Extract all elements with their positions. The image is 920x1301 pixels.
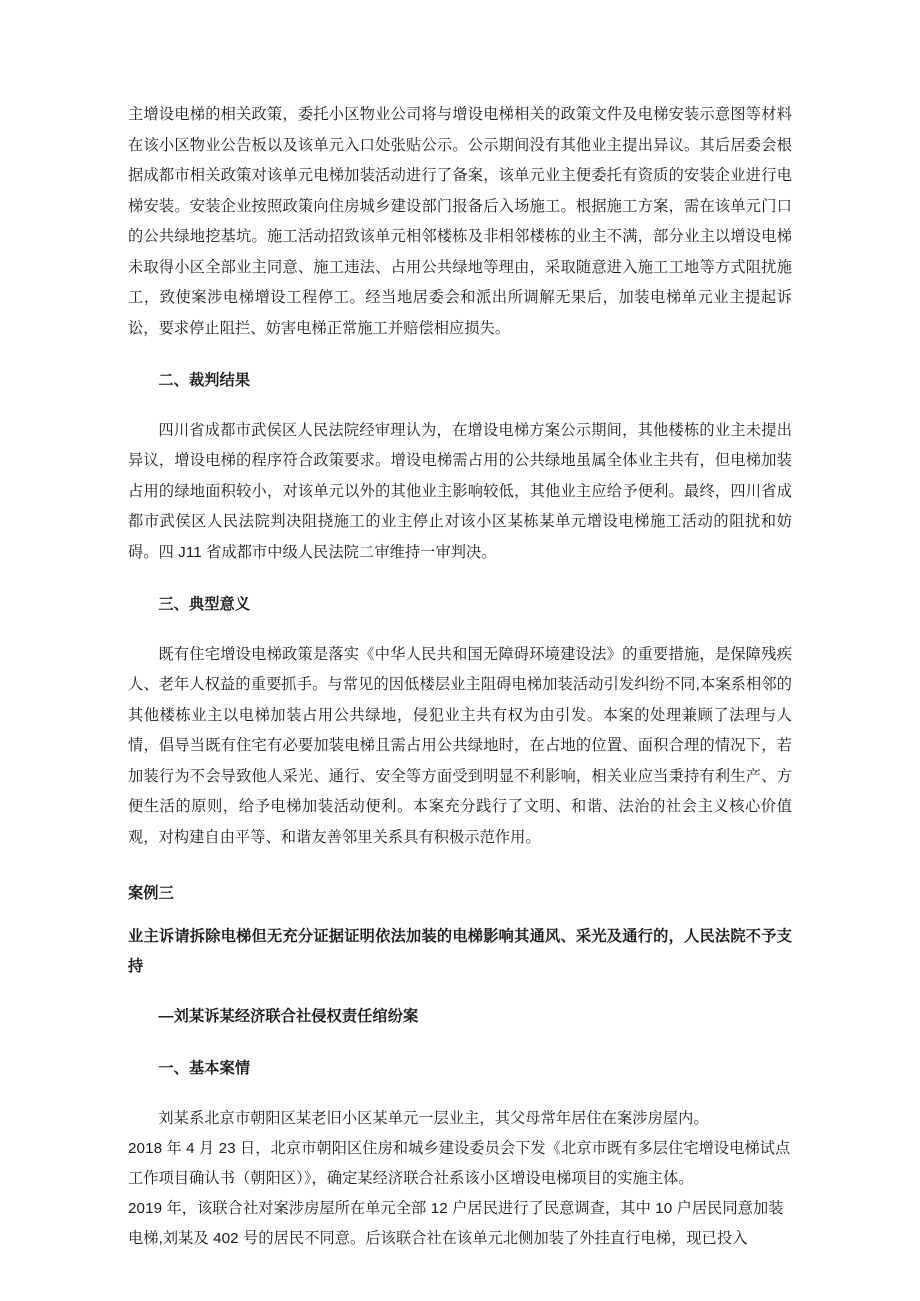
spacer xyxy=(128,621,792,640)
case3-subtitle: —刘某诉某经济联合社侵权责任绾纷案 xyxy=(158,1007,419,1025)
spacer xyxy=(128,983,792,1002)
spacer xyxy=(128,344,792,366)
spacer xyxy=(128,397,792,416)
paragraph-case2-significance: 既有住宅增设电梯政策是落实《中华人民共和国无障碍环境建设法》的重要措施，是保障残疾人、老年人权益的重要抓手。与常见的因低楼层业主阻碍电梯加装活动引发纠纷不同,本案系相邻的其他楼栋业主以电梯加装占用公共绿地，侵犯业主共有权为由引发。本案的处理兼顾了法理与人情，倡导当既有住宅有必要加装电梯且需占用公共绿地时，在占地的位置、面积合理的情况下，若加装行为不会导致他人采光、通行、安全等方面受到明显不利影响，相关业应当秉持有利生产、方便生活的原则，给予电梯加装活动便利。本案充分践行了文明、和谐、法治的社会主义核心价值观，对构建自由平等、和谐友善邻里关系具有积极示范作用。 xyxy=(128,645,792,846)
spacer xyxy=(128,1085,792,1104)
spacer xyxy=(128,853,792,879)
paragraph-case2-facts-continued: 主增设电梯的相关政策，委托小区物业公司将与增设电梯相关的政策文件及电梯安装示意图等材料在该小区物业公告板以及该单元入口处张贴公示。公示期间没有其他业主提出异议。其后居委会根据成都市相关政策对该单元电梯加装活动进行了备案，该单元业主便委托有资质的安装企业进行电梯安装。安装企业按照政策向住房城乡建设部门报备后入场施工。根据施工方案，需在该单元门口的公共绿地挖基坑。施工活动招致该单元相邻楼栋及非相邻楼栋的业主不满，部分业主以增设电梯未取得小区全部业主同意、施工违法、占用公共绿地等理由，采取随意进入施工工地等方式阻扰施工，致使案涉电梯增设工程停工。经当地居委会和派出所调解无果后，加装电梯单元业主提起诉讼，要求停止阻拦、妨害电梯正常施工并赔偿相应损失。 xyxy=(128,106,792,337)
heading-basic-facts: 一、基本案情 xyxy=(158,1060,251,1077)
spacer xyxy=(128,568,792,590)
spacer xyxy=(128,1032,792,1054)
heading-typical-significance: 三、典型意义 xyxy=(158,596,251,613)
case3-label: 案例三 xyxy=(128,885,174,902)
paragraph-case3-facts-line2: 2018 年 4 月 23 日，北京市朝阳区住房和城乡建设委员会下发《北京市既有多层住宅增设电梯试点工作项目确认书（朝阳区）》，确定某经济联合社系该小区增设电梯项目的实施主体。 xyxy=(128,1140,791,1187)
spacer xyxy=(128,910,792,922)
paragraph-case2-result: 四川省成都市武侯区人民法院经审理认为，在增设电梯方案公示期间，其他楼栋的业主未提出异议，增设电梯的程序符合政策要求。增设电梯需占用的公共绿地虽属全体业主共有，但电梯加装占用的绿地面积较小，对该单元以外的其他业主影响较低，其他业主应给予便利。最终，四川省成都市武侯区人民法院判决阻挠施工的业主停止对该小区某栋某单元增设电梯施工活动的阻扰和妨碍。四 J11 省成都市中级人民法院二审维持一审判决。 xyxy=(128,421,792,561)
case3-title: 业主诉请拆除电梯但无充分证据证明依法加装的电梯影响其通风、采光及通行的，人民法院不予支持 xyxy=(128,927,792,975)
document-body xyxy=(128,100,792,1254)
heading-judgment-result: 二、裁判结果 xyxy=(158,372,251,389)
paragraph-case3-facts-line3: 2019 年，该联合社对案涉房屋所在单元全部 12 户居民进行了民意调查，其中 10 户居民同意加装电梯,刘某及 402 号的居民不同意。后该联合社在该单元北侧加装了外挂直行电梯，现已投入 xyxy=(128,1200,784,1247)
paragraph-case3-facts-line1: 刘某系北京市朝阳区某老旧小区某单元一层业主，其父母常年居住在案涉房屋内。 xyxy=(158,1109,709,1127)
